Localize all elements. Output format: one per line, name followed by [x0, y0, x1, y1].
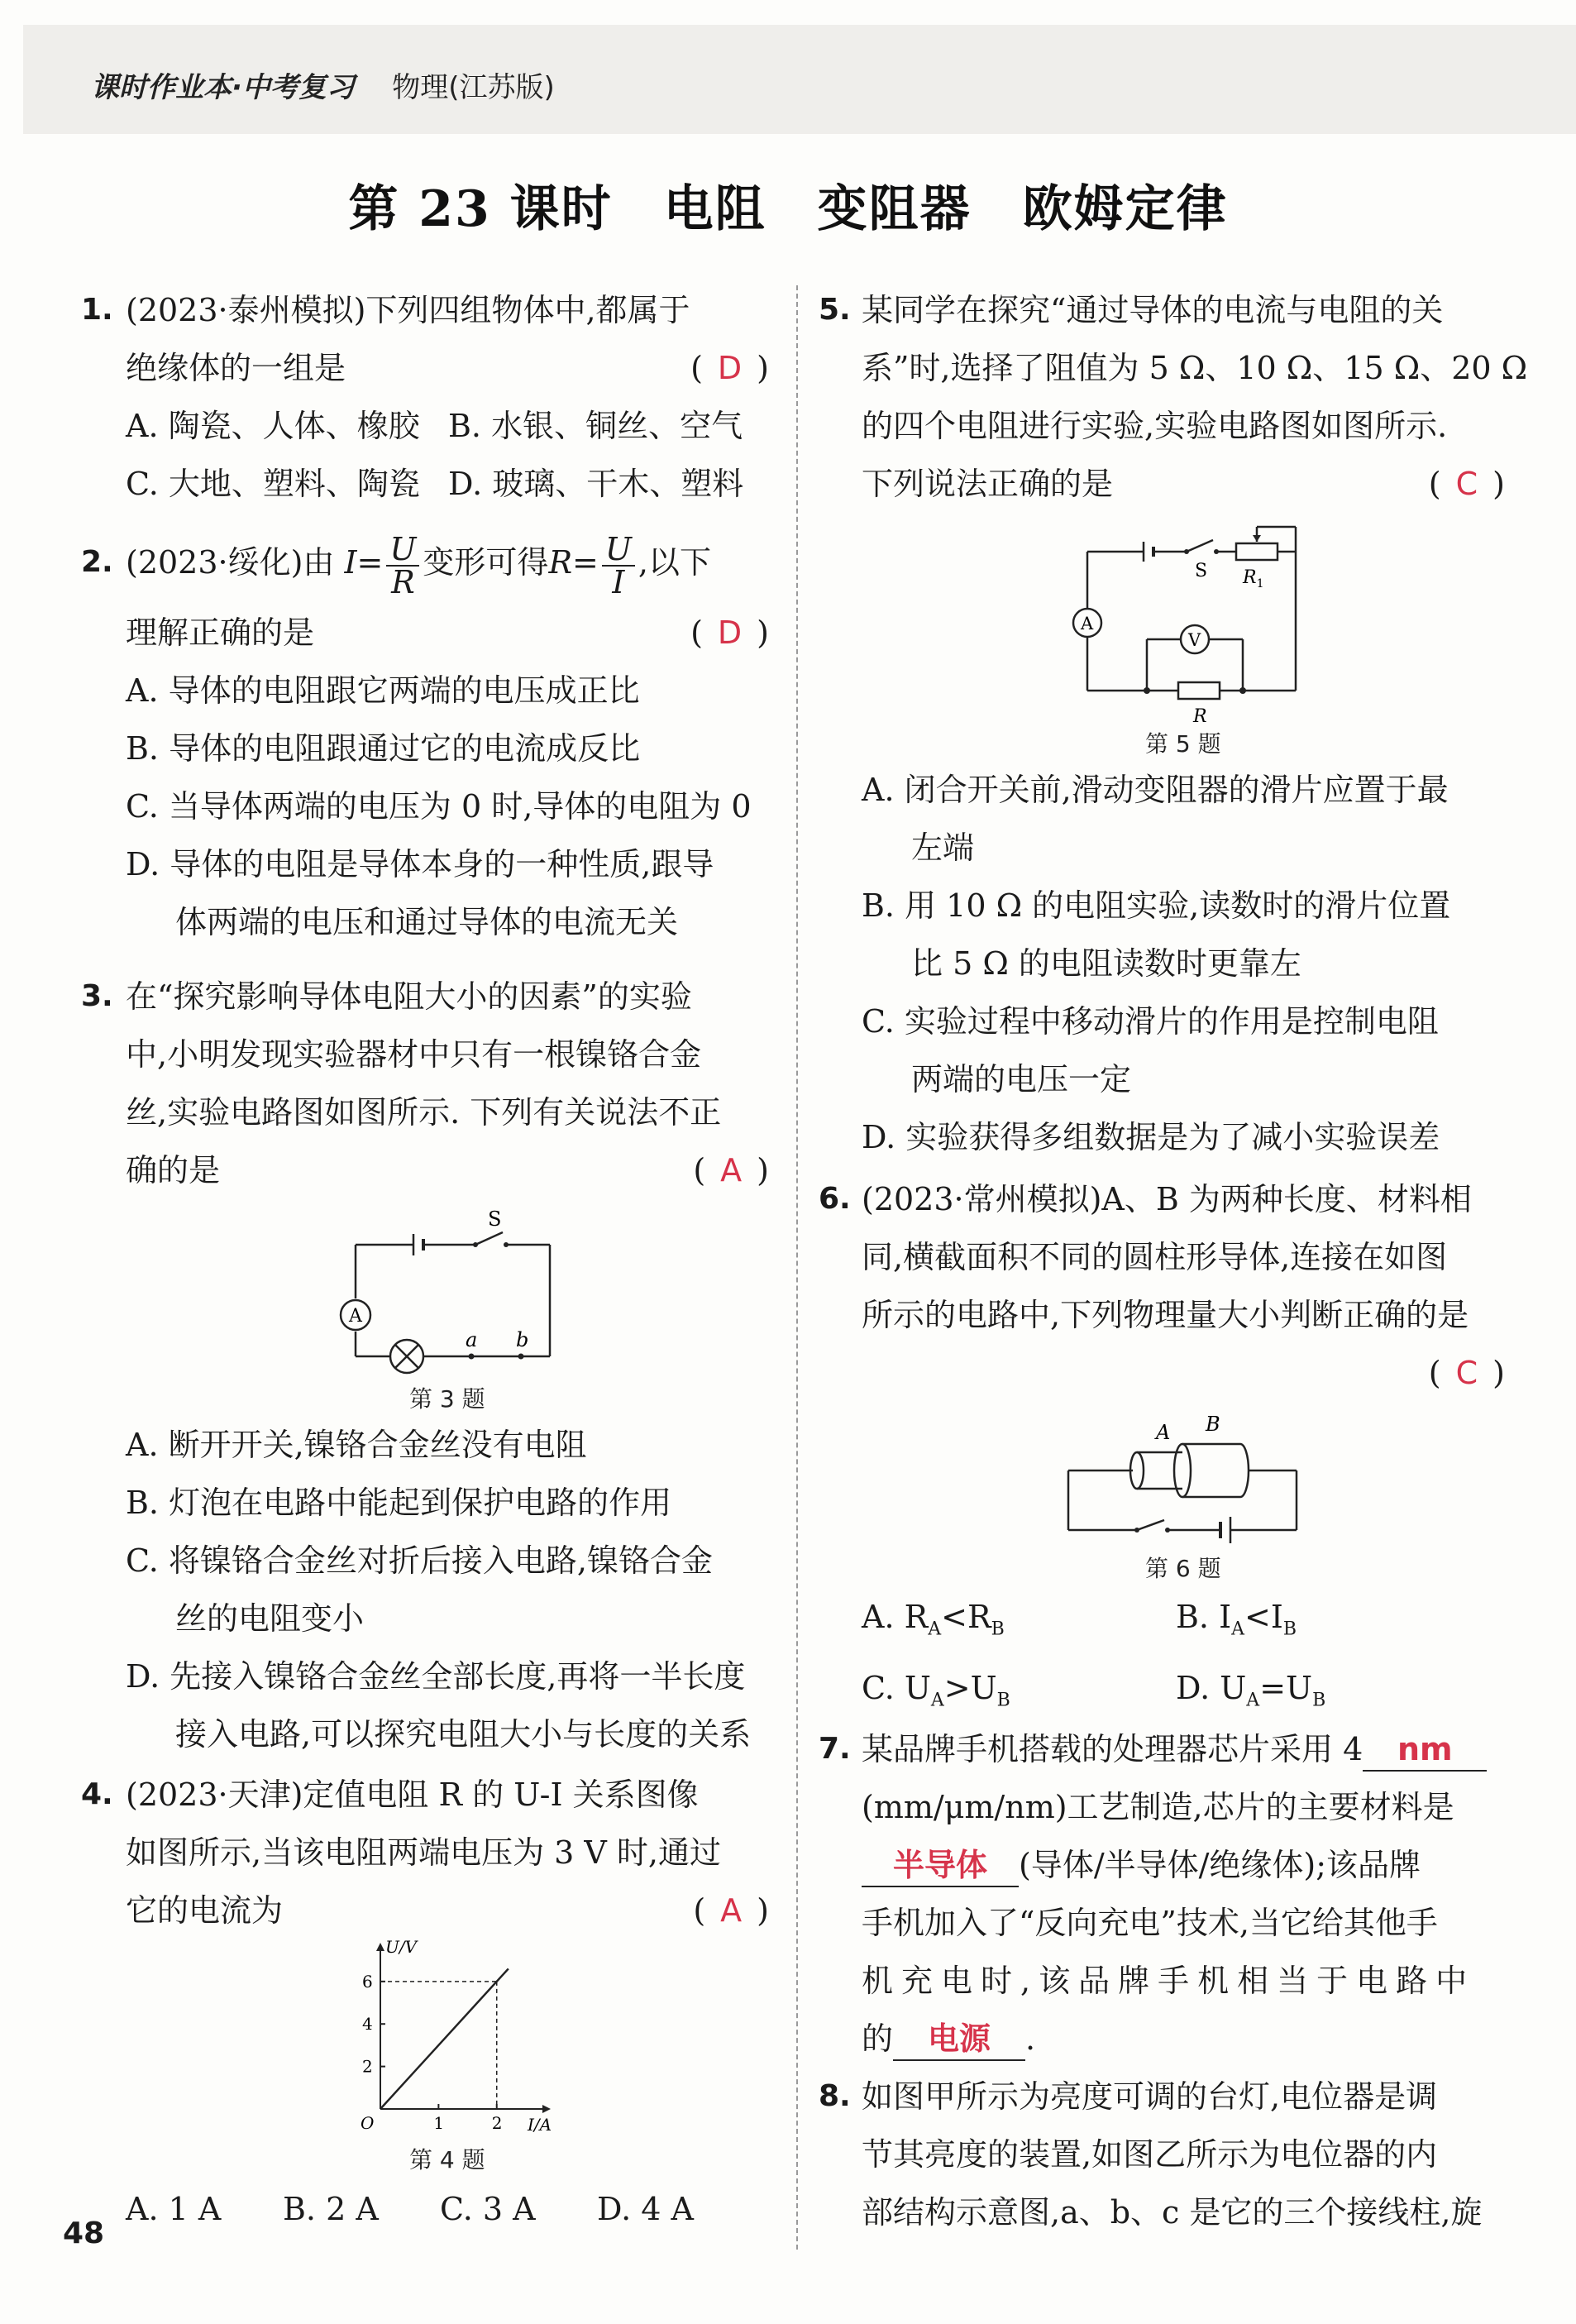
options-row [126, 455, 769, 513]
answer-box: ( D ) [690, 614, 769, 651]
option-b: B. $I_A<I_B$ [1176, 1599, 1297, 1640]
question-text: 手机加入了“反向充电”技术,当它给其他手 [862, 1905, 1438, 1941]
question-text: (2023·天津)定值电阻 R 的 U-I 关系图像 [126, 1776, 699, 1813]
option-c: C. $U_A>U_B$ [862, 1669, 1010, 1711]
option-c: C. 将镍铬合金丝对折后接入电路,镍铬合金 [126, 1542, 713, 1579]
question-text-line2: 理解正确的是 ( D ) [126, 604, 769, 662]
data-line [380, 1968, 509, 2109]
question-text: 的 电源 . [862, 2010, 1505, 2068]
label-ammeter: A [349, 1306, 362, 1327]
figure-3-circuit [331, 1199, 579, 1381]
x-tick-label: 1 [433, 2113, 445, 2133]
question-text: 如图所示,当该电阻两端电压为 3 V 时,通过 [126, 1834, 722, 1871]
question-text: 机充电时,该品牌手机相当于电路中 [862, 1963, 1476, 1999]
label-switch: S [488, 1207, 502, 1231]
answer-value: D [717, 614, 743, 651]
option-a: A. 导体的电阻跟它两端的电压成正比 [126, 672, 640, 709]
option-a: A. $R_A<R_B$ [862, 1599, 1005, 1640]
answer-box: ( C ) [1428, 1355, 1505, 1391]
column-divider [796, 285, 798, 2250]
question-number: 1. [81, 293, 113, 327]
option-a: A. 陶瓷、人体、橡胶 [126, 408, 420, 444]
option-d: D. 玻璃、干木、塑料 [448, 466, 744, 502]
question-text: 节其亮度的装置,如图乙所示为电位器的内 [862, 2136, 1438, 2173]
y-tick-label: 4 [362, 2014, 373, 2035]
x-tick-label: 2 [491, 2113, 503, 2133]
question-text: (mm/μm/nm)工艺制造,芯片的主要材料是 [862, 1789, 1454, 1825]
question-text: 在“探究影响导体电阻大小的因素”的实验 [126, 978, 692, 1015]
figure-4-caption: 第 4 题 [409, 2146, 485, 2173]
option-d: D. 导体的电阻是导体本身的一种性质,跟导 [126, 846, 714, 882]
question-3-options [83, 1416, 769, 1763]
answer-value: A [720, 1892, 743, 1929]
answer-value: C [1455, 466, 1478, 502]
option-c: C. 大地、塑料、陶瓷 [126, 466, 420, 502]
label-conductor-b: B [1206, 1413, 1220, 1436]
fraction-u-over-i: $\frac{U}{I}$ [602, 533, 635, 598]
label-point-a: a [466, 1328, 478, 1351]
option-c-cont: 丝的电阻变小 [175, 1600, 365, 1637]
question-4 [83, 1766, 769, 1939]
options-row [126, 397, 769, 455]
option-b: B. 导体的电阻跟通过它的电流成反比 [126, 730, 641, 767]
figure-4-ui-graph [347, 1939, 562, 2142]
y-tick-label: 2 [362, 2056, 373, 2077]
question-number: 3. [81, 979, 113, 1013]
question-text-line3: 它的电流为 ( A ) [126, 1882, 769, 1939]
figure-6-circuit [1058, 1406, 1306, 1547]
question-5 [819, 281, 1528, 513]
y-tick-label: 6 [362, 1971, 373, 1992]
question-2 [83, 521, 769, 951]
option-b: B. 2 A [283, 2191, 379, 2227]
x-axis-label: I/A [528, 2115, 552, 2135]
question-6 [819, 1170, 1505, 1402]
question-8 [819, 2068, 1505, 2241]
fraction-u-over-r: $\frac{U}{R}$ [386, 533, 419, 598]
question-answer-line [862, 1344, 1505, 1402]
figure-5-circuit [1054, 517, 1311, 732]
question-text: 同,横截面积不同的圆柱形导体,连接在如图 [862, 1239, 1448, 1275]
answer-box: ( C ) [1428, 466, 1505, 502]
question-6-options [862, 1588, 1507, 1729]
label-resistor: R [1193, 706, 1207, 727]
origin-label: O [361, 2113, 375, 2133]
subject-label: 物理(江苏版) [392, 71, 555, 104]
figure-3-caption: 第 3 题 [409, 1385, 485, 1413]
x-axis-arrow [542, 2105, 551, 2113]
book-title: 课时作业本·中考复习 [91, 71, 355, 104]
answer-blank-3: 电源 [893, 2018, 1025, 2061]
page-number: 48 [63, 2216, 105, 2250]
question-text: (2023·绥化)由 I= $\frac{U}{R}$ 变形可得R= $\frac{U}{I}$ ,以下 [126, 530, 712, 600]
label-point-b: b [516, 1328, 529, 1351]
y-axis-arrow [376, 1943, 384, 1951]
answer-value: C [1455, 1355, 1478, 1391]
question-number: 8. [819, 2079, 851, 2113]
question-text: 部结构示意图,a、b、c 是它的三个接线柱,旋 [862, 2194, 1483, 2231]
question-5-options [819, 761, 1505, 1166]
figure-5-caption: 第 5 题 [1145, 730, 1221, 758]
option-b: B. 用 10 Ω 的电阻实验,读数时的滑片位置 [862, 887, 1451, 924]
answer-box: ( D ) [690, 350, 769, 386]
figure-6-caption: 第 6 题 [1145, 1555, 1221, 1582]
option-c-cont: 两端的电压一定 [911, 1061, 1132, 1097]
option-b: B. 灯泡在电路中能起到保护电路的作用 [126, 1485, 672, 1521]
label-voltmeter: V [1188, 630, 1201, 650]
option-c: C. 3 A [440, 2191, 536, 2227]
answer-value: A [720, 1152, 743, 1188]
y-axis-label: U/V [385, 1939, 418, 1957]
label-switch: S [1195, 561, 1208, 581]
option-a: A. 断开开关,镍铬合金丝没有电阻 [126, 1427, 587, 1463]
question-text: 如图甲所示为亮度可调的台灯,电位器是调 [862, 2078, 1438, 2115]
option-c: C. 实验过程中移动滑片的作用是控制电阻 [862, 1003, 1439, 1040]
option-a: A. 闭合开关前,滑动变阻器的滑片应置于最 [862, 772, 1449, 808]
option-b: B. 水银、铜丝、空气 [448, 408, 743, 444]
question-4-options [126, 2180, 787, 2238]
question-number: 2. [81, 545, 113, 579]
question-text: 某品牌手机搭载的处理器芯片采用 4 nm [862, 1720, 1505, 1778]
question-text: 某同学在探究“通过导体的电流与电阻的关 [862, 292, 1444, 328]
question-text-line4: 下列说法正确的是 ( C ) [862, 455, 1505, 513]
question-text: 中,小明发现实验器材中只有一根镍铬合金 [126, 1036, 702, 1073]
question-text: 半导体 (导体/半导体/绝缘体);该品牌 [862, 1836, 1505, 1894]
option-c: C. 当导体两端的电压为 0 时,导体的电阻为 0 [126, 788, 752, 825]
answer-blank-1: nm [1363, 1729, 1487, 1772]
label-rheostat: $R_1$ [1243, 567, 1264, 591]
question-text: 系”时,选择了阻值为 5 Ω、10 Ω、15 Ω、20 Ω [862, 350, 1528, 386]
question-text-line4: 确的是 ( A ) [126, 1141, 769, 1199]
question-text: (2023·常州模拟)A、B 为两种长度、材料相 [862, 1181, 1472, 1217]
option-d: D. 先接入镍铬合金丝全部长度,再将一半长度 [126, 1658, 746, 1695]
question-text: (2023·泰州模拟)下列四组物体中,都属于 [126, 292, 690, 328]
label-conductor-a: A [1156, 1421, 1171, 1444]
question-text-line2: 绝缘体的一组是 ( D ) [126, 339, 769, 397]
question-number: 6. [819, 1182, 851, 1216]
question-number: 7. [819, 1732, 851, 1766]
answer-box: ( A ) [693, 1892, 769, 1929]
question-3 [83, 968, 769, 1199]
question-number: 5. [819, 293, 851, 327]
question-number: 4. [81, 1777, 113, 1811]
lesson-title: 第 23 课时 电阻 变阻器 欧姆定律 [348, 180, 1228, 238]
question-7 [819, 1720, 1505, 2068]
option-d: D. 4 A [597, 2191, 694, 2227]
question-text: 所示的电路中,下列物理量大小判断正确的是 [862, 1297, 1469, 1333]
option-a-cont: 左端 [911, 830, 975, 866]
running-header [91, 65, 555, 105]
question-text: 丝,实验电路图如图所示. 下列有关说法不正 [126, 1094, 722, 1131]
option-d-cont: 体两端的电压和通过导体的电流无关 [175, 904, 679, 940]
option-d: D. 实验获得多组数据是为了减小实验误差 [862, 1119, 1440, 1155]
question-1 [83, 281, 769, 513]
answer-box: ( A ) [693, 1152, 769, 1188]
question-text: 的四个电阻进行实验,实验电路图如图所示. [862, 408, 1448, 444]
label-ammeter: A [1081, 614, 1094, 634]
answer-value: D [717, 350, 743, 386]
option-a: A. 1 A [126, 2191, 222, 2227]
option-d-cont: 接入电路,可以探究电阻大小与长度的关系 [175, 1716, 752, 1753]
option-b-cont: 比 5 Ω 的电阻读数时更靠左 [911, 945, 1301, 982]
answer-blank-2: 半导体 [862, 1844, 1019, 1887]
option-d: D. $U_A=U_B$ [1176, 1669, 1326, 1711]
